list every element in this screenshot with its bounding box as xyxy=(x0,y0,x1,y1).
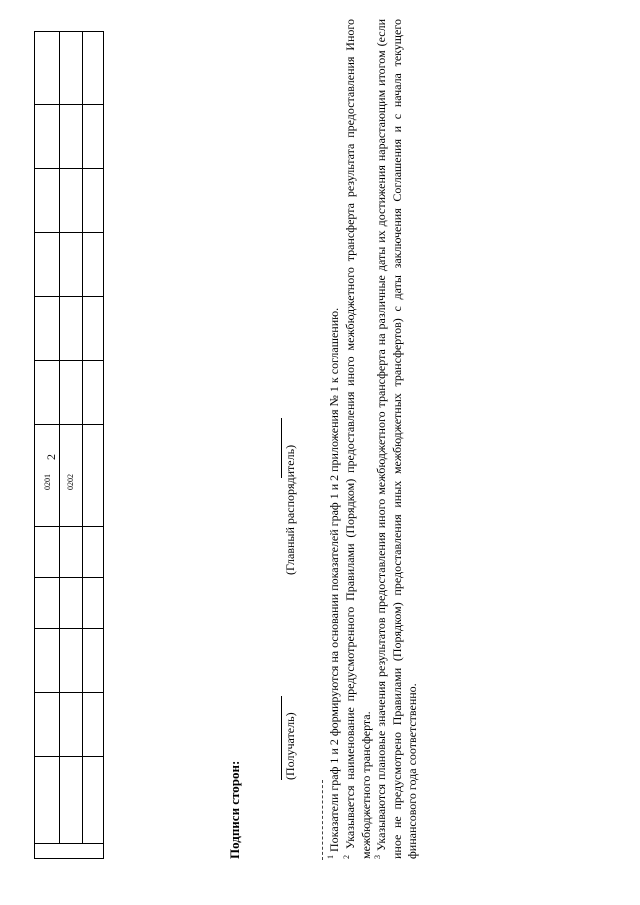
table-column-divider xyxy=(35,232,103,233)
table-column-divider xyxy=(35,577,103,578)
footnote-mark: 1 xyxy=(326,855,335,859)
table-cell-code: 0201 xyxy=(43,474,52,490)
page-number: 2 xyxy=(44,454,58,460)
results-table xyxy=(34,31,104,859)
footnote-text: Показатели граф 1 и 2 формируются на основании показателей граф 1 и 2 приложения № 1 к соглашению. xyxy=(327,307,341,852)
table-column-divider xyxy=(35,526,103,527)
table-column-divider xyxy=(35,756,103,757)
footnote-2 xyxy=(343,19,374,859)
table-cell-code: 0202 xyxy=(66,474,75,490)
table-column-divider xyxy=(35,843,103,844)
table-row-divider xyxy=(82,32,83,844)
table-column-divider xyxy=(35,104,103,105)
chief-signature-line xyxy=(281,418,282,478)
chief-label: (Главный распорядитель) xyxy=(283,444,297,575)
table-column-divider xyxy=(35,296,103,297)
table-row-divider xyxy=(59,32,60,844)
footnote-separator xyxy=(322,780,323,860)
footnote-1 xyxy=(327,19,343,859)
signatures-heading: Подписи сторон: xyxy=(227,760,242,859)
footnote-text: Указываются плановые значения результатов предоставления иного межбюджетного трансферта на различные даты их достижения нарастающим итогом (если иное не предусмотрено Правилами (Порядком) предоставления иных межбюджетных трансфертов) с даты заключения Соглашения и с начала текущего финансового года соответственно. xyxy=(374,18,419,859)
table-column-divider xyxy=(35,360,103,361)
footnote-3 xyxy=(374,19,421,859)
table-column-divider xyxy=(35,692,103,693)
footnote-mark: 2 xyxy=(342,855,351,859)
table-column-divider xyxy=(35,628,103,629)
table-column-divider xyxy=(35,168,103,169)
footnote-mark: 3 xyxy=(373,855,382,859)
table-column-divider xyxy=(35,424,103,425)
recipient-label: (Получатель) xyxy=(283,712,297,780)
recipient-signature-line xyxy=(281,696,282,780)
footnote-text: Указывается наименование предусмотренного Правилами (Порядком) предоставления иного межбюджетного трансферта результата предоставления Иного межбюджетного трансферта. xyxy=(343,19,373,859)
